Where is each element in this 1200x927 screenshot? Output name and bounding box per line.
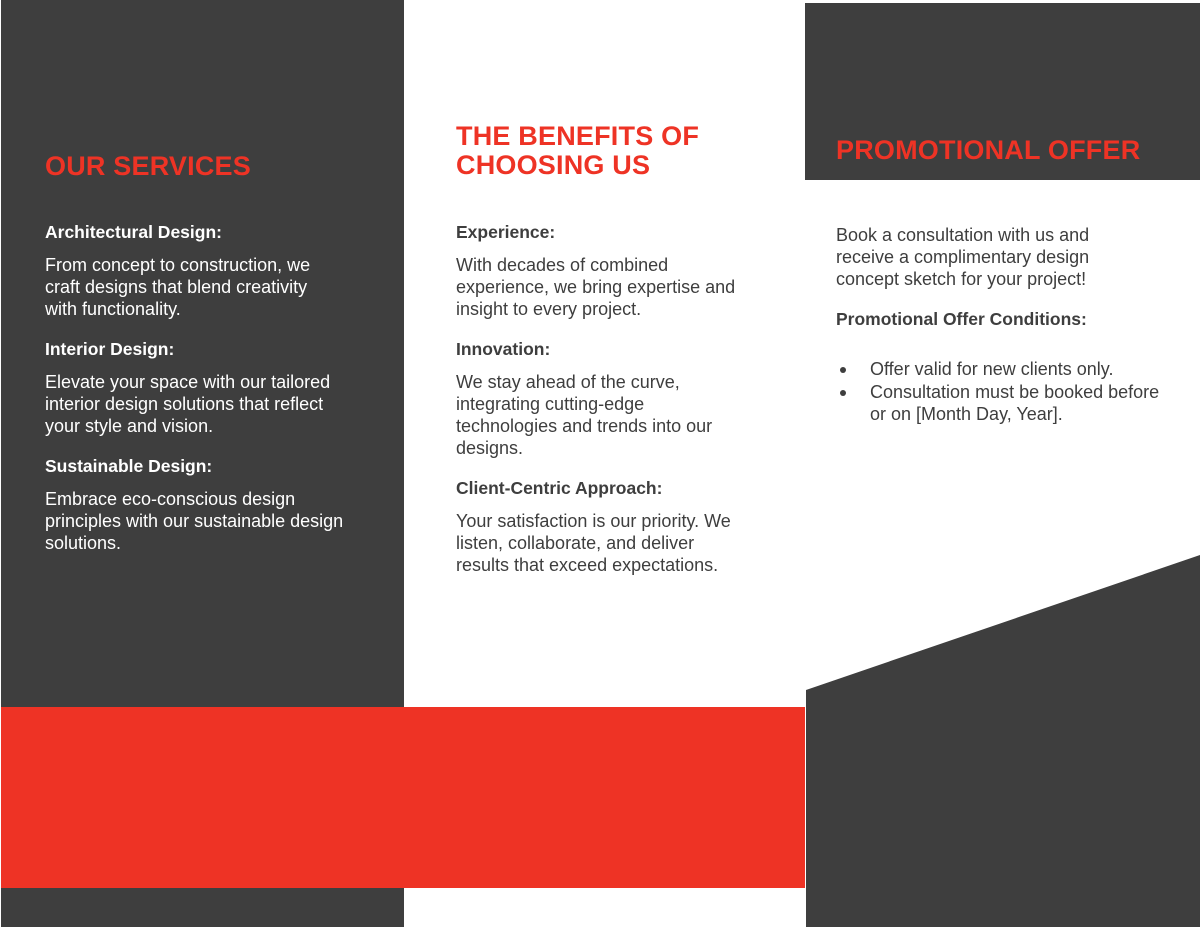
benefits-column [456,221,756,576]
condition-text: Offer valid for new clients only. [870,359,1114,379]
benefit-text-experience: With decades of combined experience, we bring expertise and insight to every project. [456,255,736,319]
service-heading-sustainable: Sustainable Design: [45,456,213,476]
promo-title: PROMOTIONAL OFFER [836,135,1141,165]
benefit-heading-experience: Experience: [456,222,556,242]
list-item [836,358,1166,380]
promo-intro: Book a consultation with us and receive a complimentary design concept sketch for your project! [836,225,1090,289]
promo-column [836,224,1166,426]
bullet-icon [840,390,846,396]
right-angled-shape [806,555,1200,927]
service-text-architectural: From concept to construction, we craft designs that blend creativity with functionality. [45,255,311,319]
promo-conditions-heading: Promotional Offer Conditions: [836,309,1087,329]
service-text-interior: Elevate your space with our tailored interior design solutions that reflect your style and vision. [45,372,331,436]
benefits-title-line1: THE BENEFITS OF [456,121,700,151]
service-heading-architectural: Architectural Design: [45,222,222,242]
list-item [836,381,1166,425]
promo-conditions-list [836,358,1166,425]
services-column [45,221,375,554]
bullet-icon [840,367,846,373]
service-text-sustainable: Embrace eco-conscious design principles with our sustainable design solutions. [45,489,344,553]
service-heading-interior: Interior Design: [45,339,175,359]
benefits-title-line2: CHOOSING US [456,150,651,180]
benefit-text-innovation: We stay ahead of the curve, integrating cutting-edge technologies and trends into our designs. [456,372,713,458]
benefit-heading-innovation: Innovation: [456,339,551,359]
condition-text: Consultation must be booked before or on [Month Day, Year]. [870,382,1160,424]
benefits-title [456,122,699,180]
services-title: OUR SERVICES [45,151,251,181]
benefit-heading-client-centric: Client-Centric Approach: [456,478,663,498]
red-accent-band [1,707,805,888]
benefit-text-client-centric: Your satisfaction is our priority. We listen, collaborate, and deliver results that exceed expectations. [456,511,731,575]
